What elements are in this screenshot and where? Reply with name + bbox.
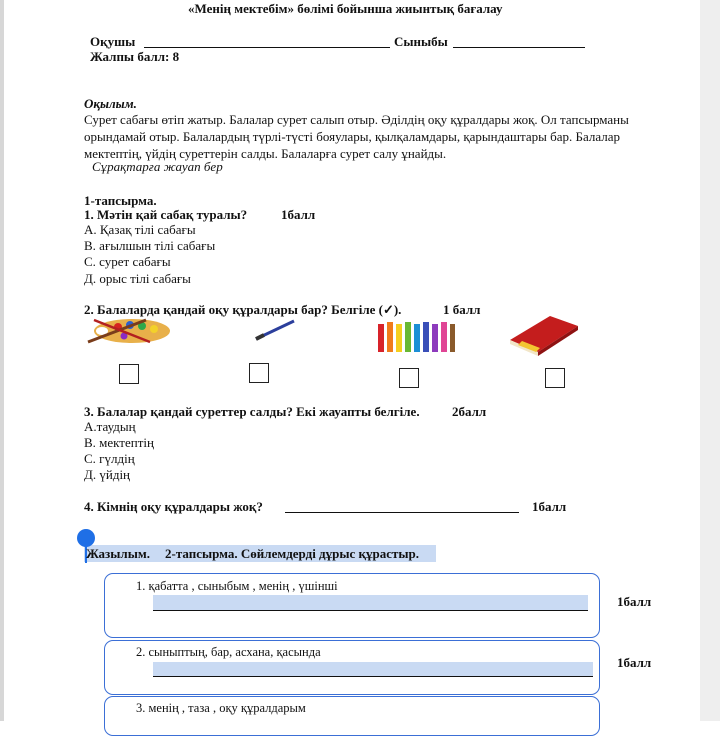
sentence-score: 1балл [617,594,652,609]
q3-option[interactable]: В. мектептің [84,435,154,450]
sentence-answer-line[interactable] [153,676,593,677]
reading-text: Сурет сабағы өтіп жатыр. Балалар сурет салып отыр. Әділдің оқу құралдары жоқ. Ол тапсырманы орындамай отыр. Балалардың түрлі-түсті бояулары, қылқаламдары, қарындаштары бар. Балалар мектептің, үйдің суреттерін салды. Балаларға сурет салу ұнайды. [84,112,629,161]
reading-instruction: Сұрақтарға жауап бер [92,159,223,174]
q1-option[interactable]: А. Қазақ тілі сабағы [84,222,196,237]
q3-score: 2балл [452,404,487,419]
writing-heading: Жазылым. [86,546,150,561]
student-label: Оқушы [90,34,136,49]
q3-option[interactable]: А.таудың [84,419,136,434]
sentence-answer-line[interactable] [153,610,588,611]
pencils-checkbox[interactable] [399,368,419,388]
book-icon [506,314,580,356]
class-label: Сыныбы [394,34,448,49]
q1-option[interactable]: Д. орыс тілі сабағы [84,271,191,286]
task1-title: 1-тапсырма. [84,193,157,208]
answer-line-highlight[interactable] [153,595,588,611]
sentence-text: 1. қабатта , сыныбым , менің , үшінші [136,579,338,593]
palette-checkbox[interactable] [119,364,139,384]
sentence-text: 3. менің , таза , оқу құралдарым [136,701,306,715]
answer-line-highlight[interactable] [153,662,593,677]
sentence-score: 1балл [617,655,652,670]
q4-question: 4. Кімнің оқу құралдары жоқ? [84,499,263,514]
palette-icon [84,316,172,346]
q2-score: 1 балл [443,302,481,317]
pencils-icon [376,318,456,354]
class-line[interactable] [453,47,585,48]
q1-option[interactable]: С. сурет сабағы [84,254,171,269]
page-margin [700,0,720,721]
q4-score: 1балл [532,499,567,514]
sentence-text: 2. сыныптың, бар, асхана, қасында [136,645,321,659]
brush-checkbox[interactable] [249,363,269,383]
q1-question: 1. Мәтін қай сабақ туралы? [84,207,248,222]
q1-score: 1балл [281,207,316,222]
book-checkbox[interactable] [545,368,565,388]
q2-question: 2. Балаларда қандай оқу құралдары бар? Белгіле (✓). [84,302,402,317]
student-name-line[interactable] [144,47,390,48]
total-score: Жалпы балл: 8 [90,49,180,64]
q3-option[interactable]: Д. үйдің [84,467,131,482]
q3-question: 3. Балалар қандай суреттер салды? Екі жауапты белгіле. [84,404,420,419]
writing-task: 2-тапсырма. Сөйлемдерді дұрыс құрастыр. [165,546,420,561]
reading-heading: Оқылым. [84,96,137,111]
q4-answer-line[interactable] [285,512,519,513]
brush-icon [252,318,298,342]
q1-option[interactable]: В. ағылшын тілі сабағы [84,238,216,253]
page-title: «Менің мектебім» бөлімі бойынша жиынтық бағалау [188,1,503,16]
q3-option[interactable]: С. гүлдің [84,451,135,466]
page-edge [0,0,4,721]
